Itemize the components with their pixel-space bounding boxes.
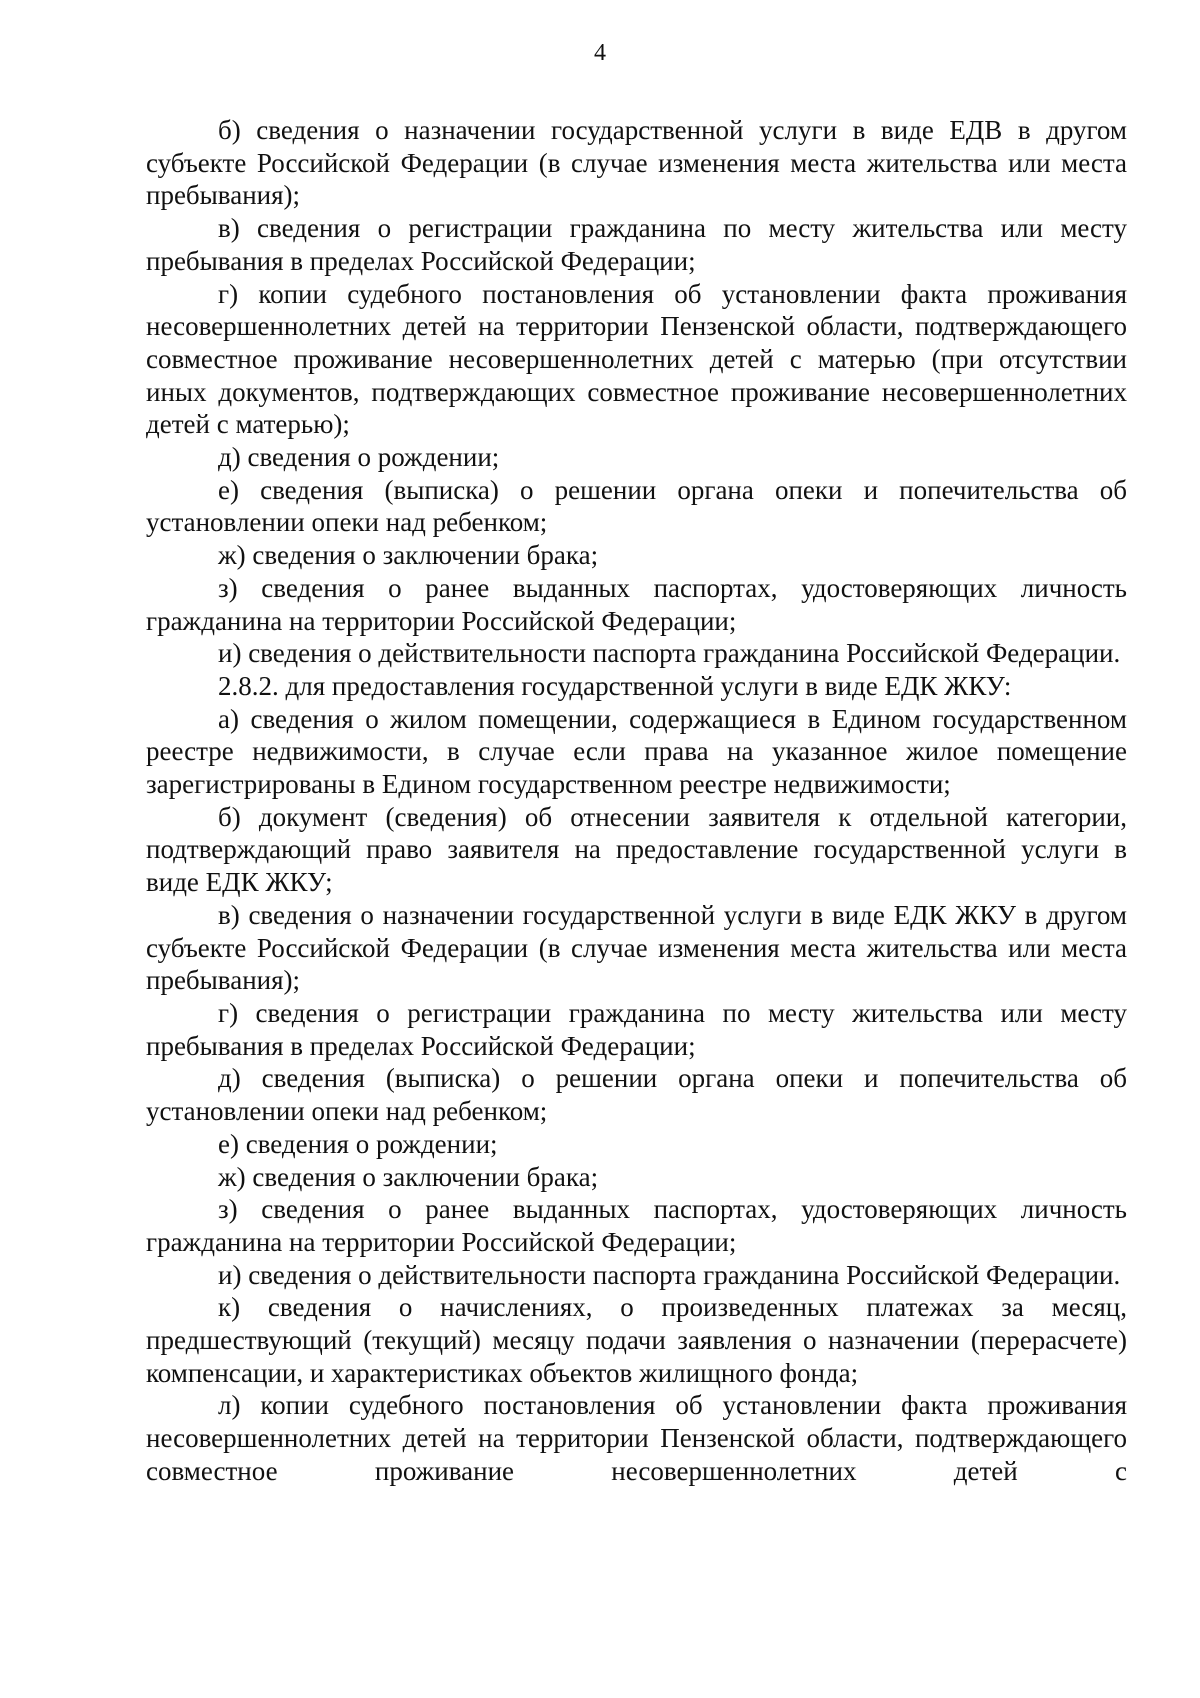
paragraph: б) документ (сведения) об отнесении заявителя к отдельной категории, подтверждающий право заявителя на предоставление государственной услуги в виде ЕДК ЖКУ; <box>146 801 1127 898</box>
paragraph: и) сведения о действительности паспорта гражданина Российской Федерации. <box>218 638 1121 669</box>
paragraph: г) сведения о регистрации гражданина по месту жительства или месту пребывания в пределах Российской Федерации; <box>146 997 1127 1061</box>
paragraph: з) сведения о ранее выданных паспортах, удостоверяющих личность гражданина на территории Российской Федерации; <box>146 572 1127 636</box>
paragraph: и) сведения о действительности паспорта гражданина Российской Федерации. <box>218 1259 1121 1290</box>
paragraph: е) сведения о рождении; <box>218 1128 498 1159</box>
paragraph: а) сведения о жилом помещении, содержащиеся в Едином государственном реестре недвижимости, в случае если права на указанное жилое помещение зарегистрированы в Едином государственном реестре недвижимости; <box>146 703 1127 800</box>
paragraph: л) копии судебного постановления об установлении факта проживания несовершеннолетних детей на территории Пензенской области, подтверждающего совместное проживание несовершеннолетних детей с <box>146 1390 1127 1486</box>
paragraph: в) сведения о регистрации гражданина по месту жительства или месту пребывания в пределах Российской Федерации; <box>146 213 1127 276</box>
paragraph: з) сведения о ранее выданных паспортах, удостоверяющих личность гражданина на территории Российской Федерации; <box>146 1194 1127 1257</box>
paragraph: в) сведения о назначении государственной услуги в виде ЕДК ЖКУ в другом субъекте Российской Федерации (в случае изменения места жительства или места пребывания); <box>146 899 1127 996</box>
paragraph: д) сведения о рождении; <box>218 442 500 473</box>
paragraph: д) сведения (выписка) о решении органа опеки и попечительства об установлении опеки над ребенком; <box>146 1063 1127 1127</box>
paragraph: ж) сведения о заключении брака; <box>218 540 599 571</box>
paragraph: е) сведения (выписка) о решении органа опеки и попечительства об установлении опеки над ребенком; <box>146 474 1127 538</box>
paragraph: ж) сведения о заключении брака; <box>218 1161 599 1192</box>
paragraph: г) копии судебного постановления об установлении факта проживания несовершеннолетних детей на территории Пензенской области, подтверждающего совместное проживание несовершеннолетних детей с матерью (при отсутствии иных документов, подтверждающих совместное проживание несовершеннолетних детей с матерью); <box>146 278 1127 440</box>
document-body <box>146 114 1127 1488</box>
paragraph: 2.8.2. для предоставления государственной услуги в виде ЕДК ЖКУ: <box>218 670 1012 701</box>
paragraph: б) сведения о назначении государственной услуги в виде ЕДВ в другом субъекте Российской Федерации (в случае изменения места жительства или места пребывания); <box>146 115 1127 211</box>
page-number: 4 <box>594 40 606 66</box>
paragraph: к) сведения о начислениях, о произведенных платежах за месяц, предшествующий (текущий) месяцу подачи заявления о назначении (перерасчете) компенсации, и характеристиках объектов жилищного фонда; <box>146 1292 1127 1388</box>
